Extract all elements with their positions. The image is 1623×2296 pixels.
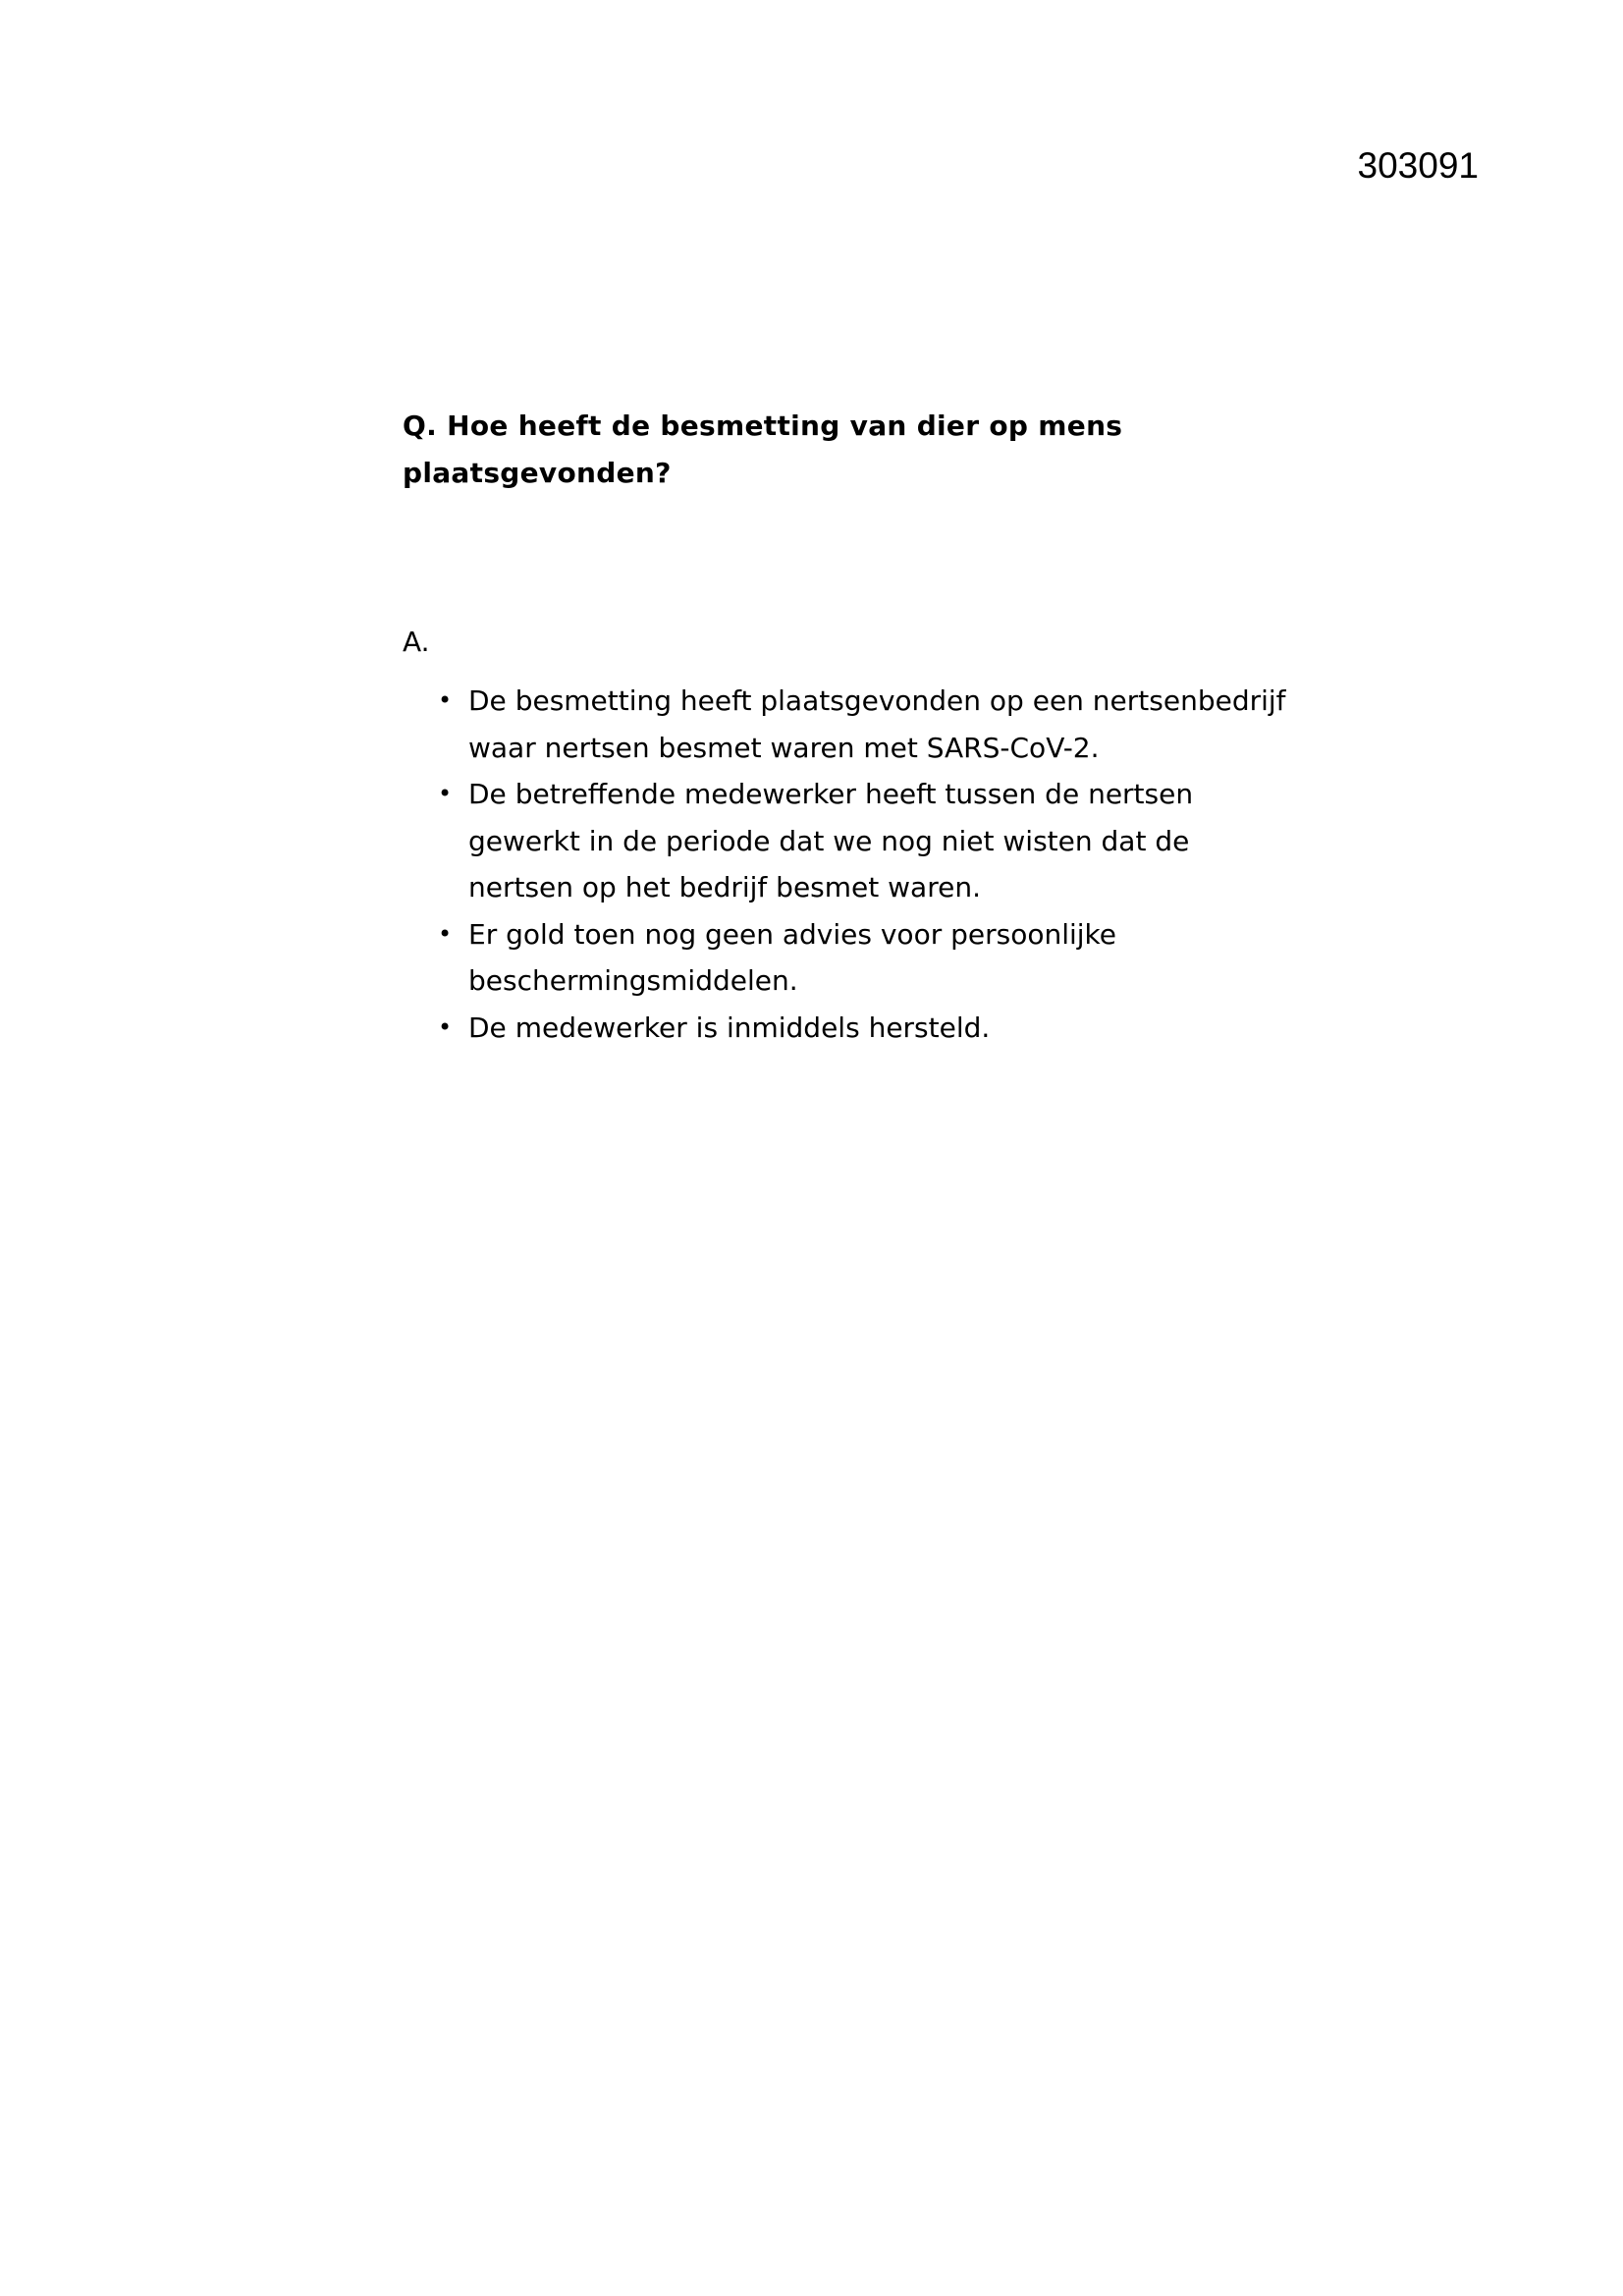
bullet-icon: • [438,780,453,807]
document-number: 303091 [1357,145,1479,186]
list-item [403,1005,1286,1052]
bullet-icon: • [438,686,453,714]
list-item [403,771,1286,911]
bullet-icon: • [438,919,453,948]
list-item-text: De betreffende medewerker heeft tussen de nertsen gewerkt in de periode dat we nog niet wisten dat de nertsen op het bedrijf besmet waren. [468,778,1194,903]
list-item [403,678,1286,771]
question-heading: Q. Hoe heeft de besmetting van dier op mens plaatsgevonden? [403,410,1123,489]
list-item [403,911,1286,1005]
list-item-text: De besmetting heeft plaatsgevonden op een nertsenbedrijf waar nertsen besmet waren met SARS-CoV-2. [468,684,1286,764]
answer-list [403,678,1286,1051]
list-item-text: De medewerker is inmiddels hersteld. [468,1011,991,1044]
list-item-text: Er gold toen nog geen advies voor persoonlijke beschermingsmiddelen. [468,917,1116,997]
answer-label: A. [403,626,430,658]
bullet-icon: • [438,1012,453,1041]
